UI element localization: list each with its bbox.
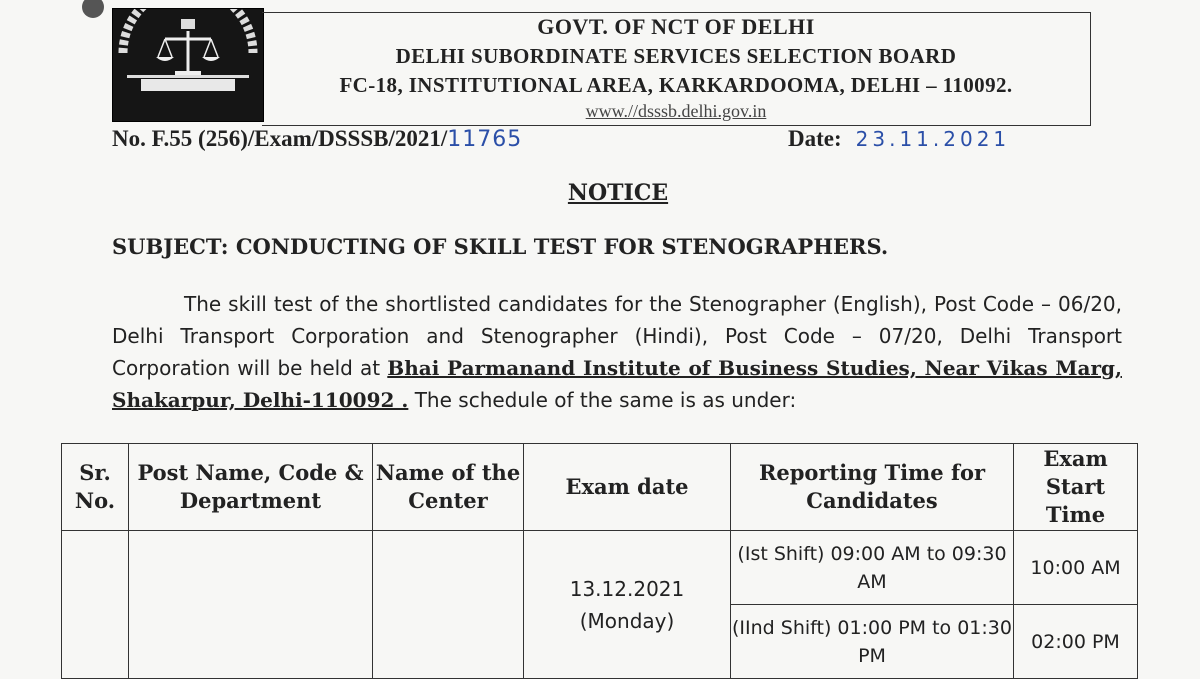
post-cell [129,531,373,679]
handwritten-date: 23.11.2021 [855,127,1011,151]
subject-line: SUBJECT: CONDUCTING OF SKILL TEST FOR STENOGRAPHERS. [112,234,889,259]
center-cell [373,531,524,679]
table-header-row [62,444,1138,531]
board-address: FC-18, INSTITUTIONAL AREA, KARKARDOOMA, DELHI – 110092. [339,73,1013,97]
scales-of-justice-icon [113,9,263,121]
sr-no-cell [62,531,129,679]
notice-date: Date: 23.11.2021 [788,126,1011,151]
col-post-name: Post Name, Code & Department [129,444,373,531]
board-name: DELHI SUBORDINATE SERVICES SELECTION BOARD [395,44,957,68]
table-row [62,531,1138,605]
notice-title: NOTICE [567,180,669,206]
start-time-cell: 10:00 AM [1014,531,1138,605]
govt-title: GOVT. OF NCT OF DELHI [537,14,815,39]
website-link[interactable]: www.//dsssb.delhi.gov.in [585,101,767,121]
start-time-cell: 02:00 PM [1014,605,1138,679]
notice-paragraph: The skill test of the shortlisted candidates for the Stenographer (English), Post Code – 06/20, Delhi Transport Corporation and Stenographer (Hindi), Post Code – 07/20, Delhi Transport Corporation will be held at Bhai Parmanand Institute of Business Studies, Near Vikas Marg, Shakarpur, Delhi-110092 . The schedule of the same is as under: [112,292,1122,412]
col-center-name: Name of the Center [373,444,524,531]
reporting-time-cell: (Ist Shift) 09:00 AM to 09:30 AM [731,531,1014,605]
exam-date-cell: 13.12.2021 (Monday) [524,531,731,679]
col-reporting-time: Reporting Time for Candidates [731,444,1014,531]
col-exam-date: Exam date [524,444,731,531]
reporting-time-cell: (IInd Shift) 01:00 PM to 01:30 PM [731,605,1014,679]
dsssb-emblem-logo [112,8,264,122]
col-sr-no: Sr. No. [62,444,129,531]
handwritten-ref: 11765 [447,127,523,152]
venue-address: Bhai Parmanand Institute of Business Studies, Near Vikas Marg, Shakarpur, Delhi-110092 . [112,356,1122,412]
reference-number: No. F.55 (256)/Exam/DSSSB/2021/11765 [112,126,523,152]
col-exam-start: Exam Start Time [1014,444,1138,531]
schedule-table [61,443,1138,679]
punch-hole-mark [82,0,104,18]
